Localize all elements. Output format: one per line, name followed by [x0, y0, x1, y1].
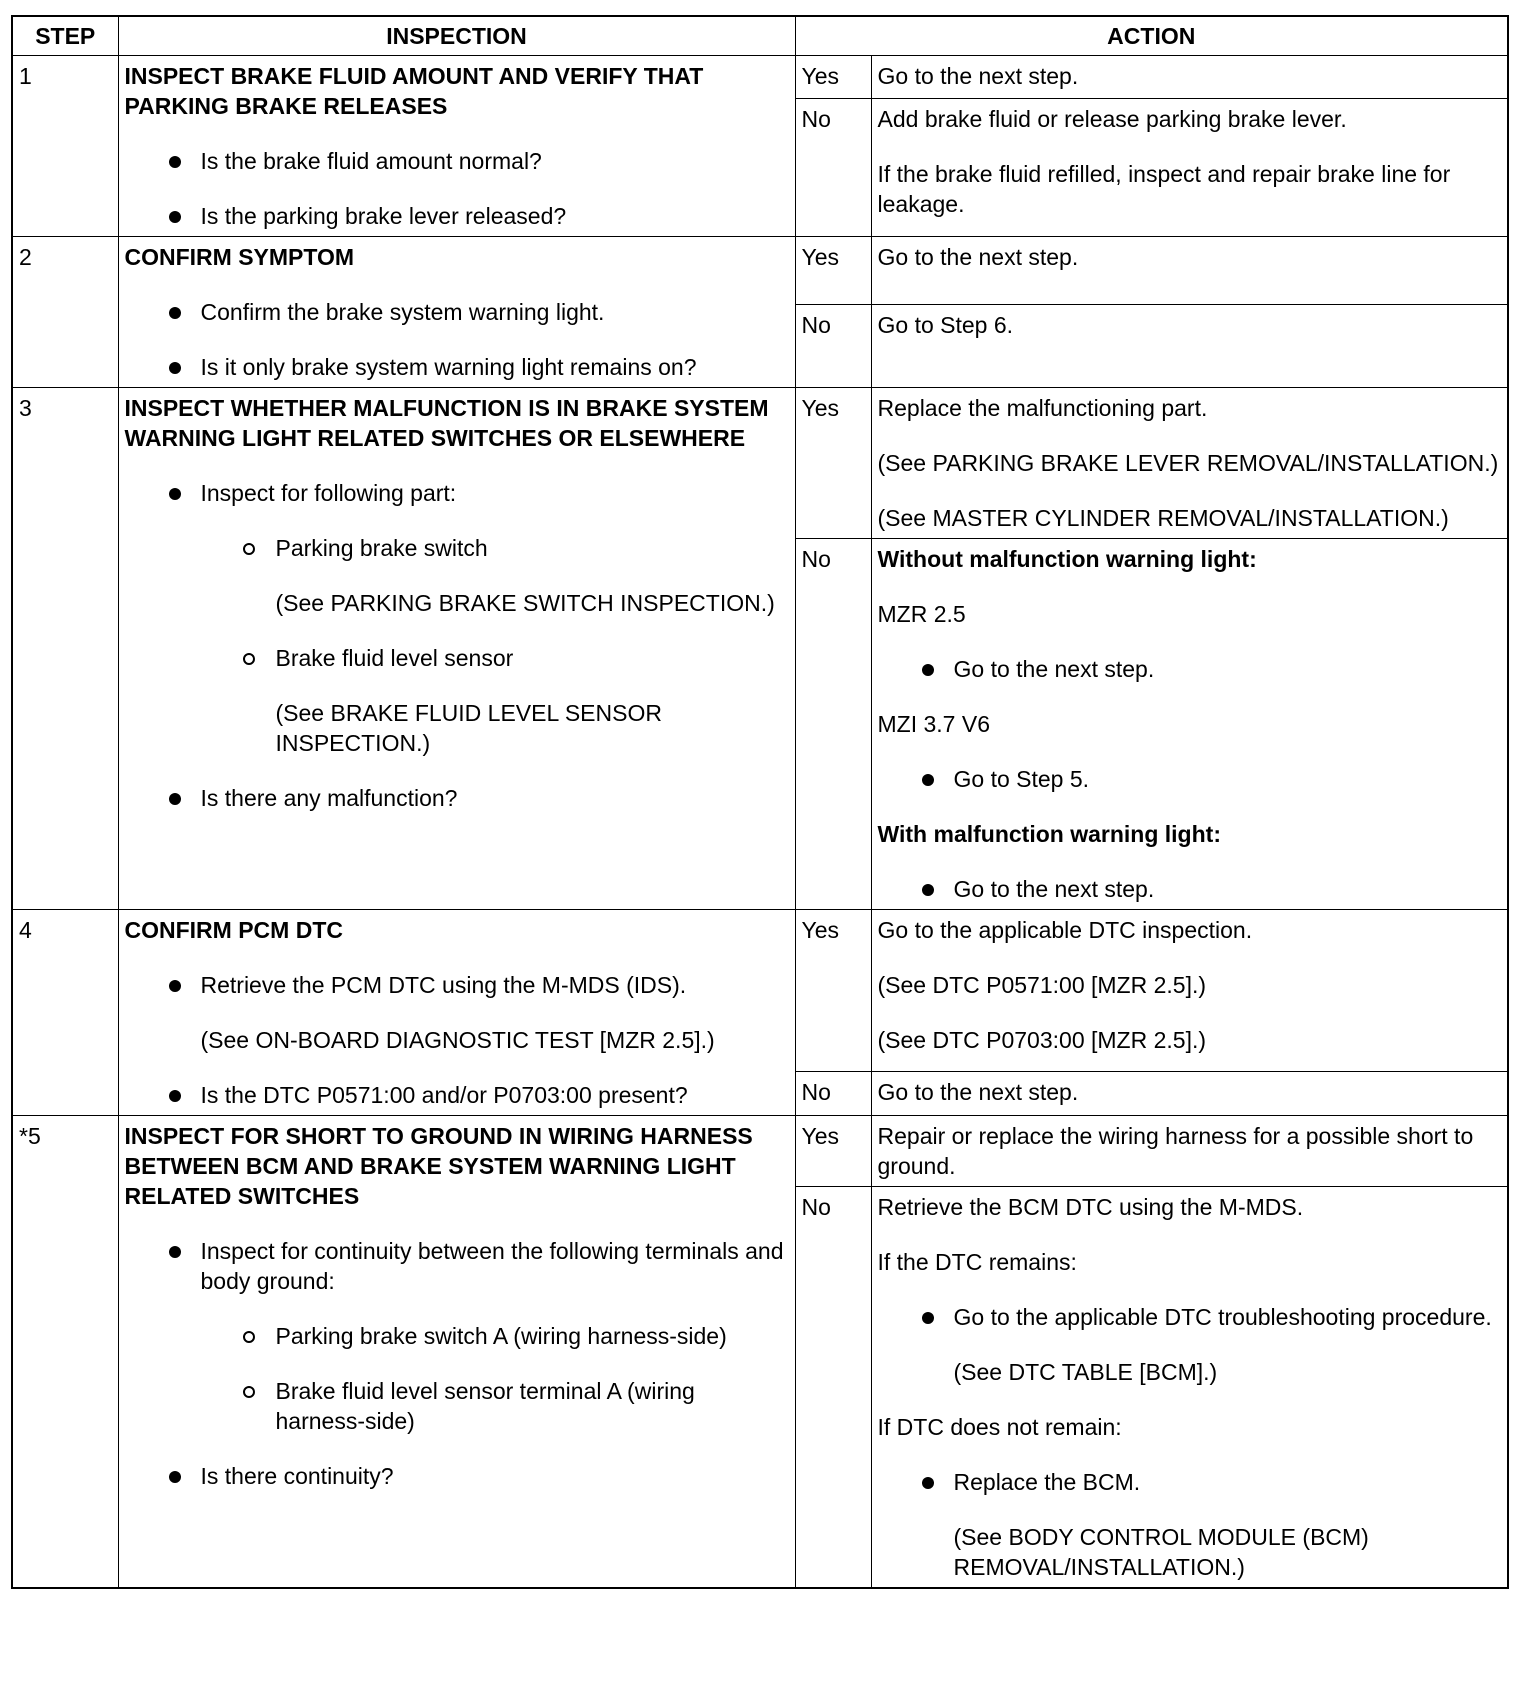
reference-text: (See DTC P0571:00 [MZR 2.5].)	[877, 972, 1207, 998]
yes-label: Yes	[795, 237, 871, 305]
reference-text: (See DTC TABLE [BCM].)	[953, 1359, 1218, 1385]
yes-label: Yes	[795, 1116, 871, 1187]
step-number: 3	[12, 388, 118, 910]
reference-text: (See PARKING BRAKE LEVER REMOVAL/INSTALLATION.)	[877, 450, 1499, 476]
reference-text: (See PARKING BRAKE SWITCH INSPECTION.)	[275, 590, 775, 616]
reference-text: (See BODY CONTROL MODULE (BCM) REMOVAL/INSTALLATION.)	[953, 1524, 1369, 1580]
step-title: INSPECT BRAKE FLUID AMOUNT AND VERIFY THAT PARKING BRAKE RELEASES	[124, 63, 704, 119]
action-text: Add brake fluid or release parking brake lever.	[877, 106, 1347, 132]
table-row	[12, 237, 1508, 305]
step-number: *5	[12, 1116, 118, 1589]
header-inspection: INSPECTION	[118, 16, 795, 56]
list-item: Replace the BCM.	[954, 1467, 1503, 1497]
no-action	[871, 99, 1508, 237]
list-item: Go to the next step.	[954, 874, 1503, 904]
yes-action: Go to the next step.	[871, 56, 1508, 99]
list-item: Is the brake fluid amount normal?	[201, 146, 790, 176]
header-step: STEP	[12, 16, 118, 56]
no-action: Go to the next step.	[871, 1072, 1508, 1116]
table-row	[12, 1116, 1508, 1187]
list-item: Is there continuity?	[201, 1461, 790, 1491]
condition-heading: With malfunction warning light:	[877, 821, 1221, 847]
yes-label: Yes	[795, 388, 871, 539]
step-number: 4	[12, 910, 118, 1116]
list-item: Go to Step 5.	[954, 764, 1503, 794]
list-item: Inspect for continuity between the following terminals and body ground:	[201, 1236, 790, 1296]
table-row	[12, 56, 1508, 99]
list-item: Is it only brake system warning light remains on?	[201, 352, 790, 382]
condition-heading: Without malfunction warning light:	[877, 546, 1257, 572]
header-action: ACTION	[795, 16, 1508, 56]
no-label: No	[795, 1072, 871, 1116]
step-number: 1	[12, 56, 118, 237]
step-title: INSPECT WHETHER MALFUNCTION IS IN BRAKE SYSTEM WARNING LIGHT RELATED SWITCHES OR ELSEWHERE	[124, 395, 769, 451]
engine-label: MZR 2.5	[877, 601, 966, 627]
action-text: Replace the malfunctioning part.	[877, 395, 1208, 421]
yes-action: Go to the next step.	[871, 237, 1508, 305]
list-item: Inspect for following part:	[201, 478, 790, 508]
table-row	[12, 388, 1508, 539]
reference-text: (See DTC P0703:00 [MZR 2.5].)	[877, 1027, 1207, 1053]
action-text: If the brake fluid refilled, inspect and repair brake line for leakage.	[877, 161, 1451, 217]
inspection-cell	[118, 1116, 795, 1589]
yes-action	[871, 388, 1508, 539]
no-label: No	[795, 1187, 871, 1589]
inspection-cell	[118, 56, 795, 237]
inspection-cell	[118, 237, 795, 388]
engine-label: MZI 3.7 V6	[877, 711, 990, 737]
inspection-cell	[118, 388, 795, 910]
no-label: No	[795, 99, 871, 237]
no-label: No	[795, 305, 871, 388]
table-row	[12, 910, 1508, 1072]
list-item: Retrieve the PCM DTC using the M-MDS (IDS).	[201, 970, 790, 1000]
diagnostic-table	[11, 15, 1509, 1589]
list-item: Is there any malfunction?	[201, 783, 790, 813]
step-title: CONFIRM SYMPTOM	[124, 244, 355, 270]
list-item: Confirm the brake system warning light.	[201, 297, 790, 327]
step-number: 2	[12, 237, 118, 388]
yes-action	[871, 910, 1508, 1072]
list-item: Is the parking brake lever released?	[201, 201, 790, 231]
list-item: Go to the next step.	[954, 654, 1503, 684]
list-item: Is the DTC P0571:00 and/or P0703:00 present?	[201, 1080, 790, 1110]
reference-text: (See MASTER CYLINDER REMOVAL/INSTALLATION.)	[877, 505, 1449, 531]
no-action: Go to Step 6.	[871, 305, 1508, 388]
reference-text: (See ON-BOARD DIAGNOSTIC TEST [MZR 2.5].)	[200, 1027, 715, 1053]
no-action	[871, 539, 1508, 910]
inspection-cell	[118, 910, 795, 1116]
yes-action: Repair or replace the wiring harness for a possible short to ground.	[871, 1116, 1508, 1187]
step-title: INSPECT FOR SHORT TO GROUND IN WIRING HARNESS BETWEEN BCM AND BRAKE SYSTEM WARNING LIGHT RELATED SWITCHES	[124, 1123, 753, 1209]
list-item: Go to the applicable DTC troubleshooting procedure.	[954, 1302, 1503, 1332]
condition-text: If DTC does not remain:	[877, 1414, 1122, 1440]
condition-text: If the DTC remains:	[877, 1249, 1077, 1275]
action-text: Retrieve the BCM DTC using the M-MDS.	[877, 1194, 1304, 1220]
sub-list-item: Brake fluid level sensor terminal A (wiring harness-side)	[276, 1376, 790, 1436]
no-label: No	[795, 539, 871, 910]
header-row	[12, 16, 1508, 56]
sub-list-item: Parking brake switch A (wiring harness-side)	[276, 1321, 790, 1351]
no-action	[871, 1187, 1508, 1589]
yes-label: Yes	[795, 56, 871, 99]
action-text: Go to the applicable DTC inspection.	[877, 917, 1253, 943]
step-title: CONFIRM PCM DTC	[124, 917, 343, 943]
sub-list-item: Brake fluid level sensor	[276, 643, 790, 673]
yes-label: Yes	[795, 910, 871, 1072]
sub-list-item: Parking brake switch	[276, 533, 790, 563]
reference-text: (See BRAKE FLUID LEVEL SENSOR INSPECTION.)	[275, 700, 662, 756]
